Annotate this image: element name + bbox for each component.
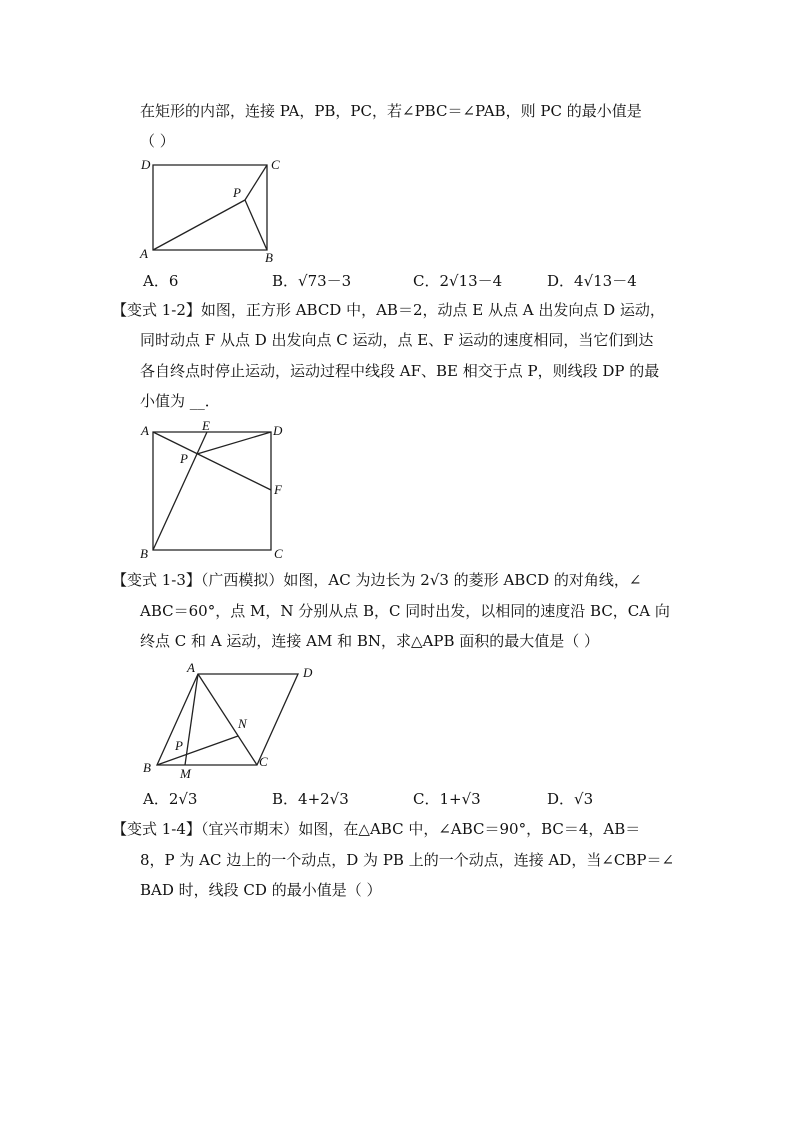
q4-text-line3: BAD 时，线段 CD 的最小值是（ ） [140,881,382,899]
q3-option-c: C．1+√3 [413,790,481,808]
q4-text-line1: 【变式 1-4】（宜兴市期末）如图，在△ABC 中，∠ABC＝90°，BC＝4，AB＝ [112,820,641,838]
q2-label-d: D [273,423,283,438]
q2-label-f: F [274,482,282,497]
q3-option-d: D．√3 [547,790,594,808]
q1-answer-blank: （ ） [140,132,175,150]
q3-label-n: N [238,716,247,731]
q3-label-d: D [303,665,313,680]
q1-rectangle-figure [135,155,285,265]
q3-label-p: P [175,738,183,753]
q2-segment-pd [197,432,271,454]
q3-diagonal-ac [198,674,257,765]
q1-rectangle [153,165,267,250]
q1-segment-pa [153,200,245,250]
q2-label-e: E [202,418,210,433]
q3-segment-bn [157,736,238,765]
q2-text-line3: 各自终点时停止运动，运动过程中线段 AF、BE 相交于点 P，则线段 DP 的最 [140,362,660,380]
q2-label-a: A [141,423,149,438]
q1-label-p: P [233,185,241,200]
q2-text-line4: 小值为 __． [140,392,220,410]
q2-label-b: B [140,546,148,561]
q1-option-a: A．6 [143,272,179,290]
q1-label-d: D [141,157,151,172]
q2-text-line2: 同时动点 F 从点 D 出发向点 C 运动，点 E、F 运动的速度相同，当它们到达 [140,331,654,349]
q3-label-b: B [143,760,151,775]
q2-segment-be [153,432,207,550]
q1-label-b: B [265,250,273,265]
q3-text-line1: 【变式 1-3】（广西模拟）如图，AC 为边长为 2√3 的菱形 ABCD 的对角线，∠ [112,571,642,589]
q2-text-line1: 【变式 1-2】如图，正方形 ABCD 中，AB＝2，动点 E 从点 A 出发向点 D 运动， [112,301,665,319]
q3-label-m: M [180,766,191,781]
q2-label-c: C [274,546,283,561]
q3-option-a: A．2√3 [143,790,198,808]
q3-label-a: A [187,660,195,675]
q1-option-c: C．2√13－4 [413,272,503,290]
q1-option-d: D．4√13－4 [547,272,637,290]
q3-option-b: B．4+2√3 [272,790,349,808]
q1-option-b: B．√73－3 [272,272,352,290]
q1-label-c: C [271,157,280,172]
q3-rhombus-figure [135,660,325,785]
q2-label-p: P [180,451,188,466]
q1-segment-pc [245,165,267,200]
q1-text-line1: 在矩形的内部，连接 PA，PB，PC，若∠PBC＝∠PAB，则 PC 的最小值是 [140,102,642,120]
q3-text-line3: 终点 C 和 A 运动，连接 AM 和 BN，求△APB 面积的最大值是（ ） [140,632,600,650]
q2-square-figure [135,418,295,563]
q4-text-line2: 8，P 为 AC 边上的一个动点，D 为 PB 上的一个动点，连接 AD，当∠CBP＝∠ [140,851,675,869]
q1-segment-pb [245,200,267,250]
q3-label-c: C [259,754,268,769]
q3-text-line2: ABC＝60°，点 M，N 分别从点 B，C 同时出发，以相同的速度沿 BC，CA 向 [140,602,670,620]
q2-segment-af [153,432,271,490]
q1-label-a: A [140,246,148,261]
